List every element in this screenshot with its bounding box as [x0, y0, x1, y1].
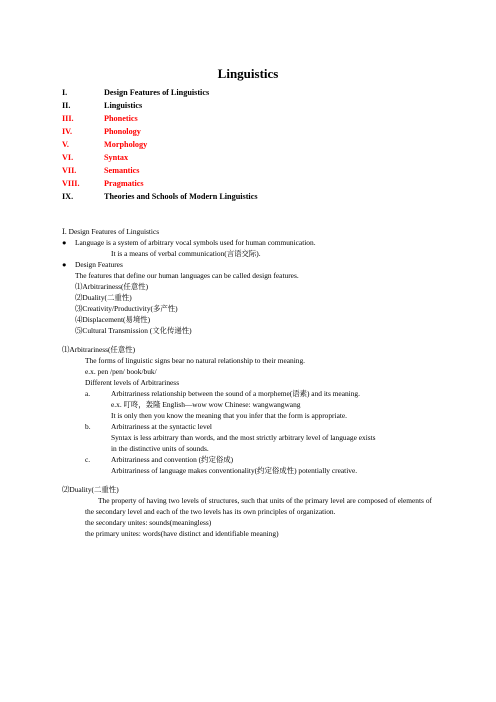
toc-number: I. — [62, 88, 68, 97]
toc-number: VII. — [62, 166, 77, 175]
toc-label: Linguistics — [104, 101, 143, 110]
paragraph-line: the secondary unites: sounds(meaningless) — [85, 518, 212, 527]
bullet-item — [62, 259, 432, 270]
bullet-text: Design Features — [75, 260, 123, 269]
bullet-subtext: It is a means of verbal communication(言语交际). — [111, 249, 261, 258]
toc-number: II. — [62, 101, 71, 110]
bullet-item — [62, 237, 432, 248]
list-text: Arbitrariness relationship between the sound of a morpheme(语素) and its meaning. — [111, 389, 360, 398]
toc-label: Pragmatics — [104, 179, 144, 188]
feature-item: ⑵Duality(二重性) — [75, 293, 132, 302]
toc-number: VI. — [62, 153, 74, 162]
feature-item: ⑶Creativity/Productivity(多产性) — [75, 304, 178, 313]
feature-item: ⑸Cultural Transmission (文化传递性) — [75, 326, 192, 335]
toc-number: IV. — [62, 127, 73, 136]
toc-label: Theories and Schools of Modern Linguistics — [104, 192, 258, 201]
list-text: Arbitrariness at the syntactic level — [111, 422, 212, 431]
paragraph-line: e.x. 叮咚，轰隆 English—wow wow Chinese: wangwangwang — [111, 400, 301, 409]
paragraph-line: Arbitrariness of language makes conventionality(约定俗成性) potentially creative. — [111, 466, 358, 475]
section-heading: Ⅰ. Design Features of Linguistics — [62, 227, 160, 236]
paragraph-line: It is only then you know the meaning that you infer that the form is appropriate. — [111, 411, 348, 420]
paragraph-line: The forms of linguistic signs bear no natural relationship to their meaning. — [85, 356, 306, 365]
toc-label: Semantics — [104, 166, 140, 175]
feature-item: ⑷Displacement(易境性) — [75, 315, 151, 324]
bullet-icon: ● — [62, 260, 67, 269]
list-marker: c. — [85, 455, 91, 464]
bullet-text: Language is a system of arbitrary vocal symbols used for human communication. — [75, 238, 316, 247]
toc-label: Phonology — [104, 127, 141, 136]
features-intro: The features that define our human languages can be called design features. — [75, 271, 299, 280]
toc-label: Phonetics — [104, 114, 138, 123]
list-text: Arbitrariness and convention (约定俗成) — [111, 455, 234, 464]
list-item — [62, 454, 432, 465]
toc-label: Morphology — [104, 140, 148, 149]
list-marker: a. — [85, 389, 91, 398]
bullet-icon: ● — [62, 238, 67, 247]
paragraph: The property of having two levels of structures, such that units of the primary level are composed of elements of the secondary level and each of the two levels has its own principles of organization. — [85, 496, 432, 516]
paragraph-line: e.x. pen /pen/ book/buk/ — [85, 367, 157, 376]
toc-number: V. — [62, 140, 69, 149]
document-body — [62, 226, 432, 539]
toc-number: IX. — [62, 192, 74, 201]
toc-label: Design Features of Linguistics — [104, 88, 210, 97]
subsection-heading: ⑴Arbitrariness(任意性) — [62, 345, 136, 354]
toc-label: Syntax — [104, 153, 129, 162]
paragraph-line: Syntax is less arbitrary than words, and the most strictly arbitrary level of language exists — [111, 433, 376, 442]
page-title: Linguistics — [217, 66, 279, 81]
paragraph-line: in the distinctive units of sounds. — [111, 444, 209, 453]
feature-item: ⑴Arbitrariness(任意性) — [75, 282, 149, 291]
paragraph-line: the primary unites: words(have distinct and identifiable meaning) — [85, 529, 279, 538]
list-item — [62, 388, 432, 399]
subsection-heading: ⑵Duality(二重性) — [62, 485, 119, 494]
list-item — [62, 421, 432, 432]
list-marker: b. — [85, 422, 91, 431]
toc-number: III. — [62, 114, 74, 123]
paragraph-line: Different levels of Arbitrariness — [85, 378, 180, 387]
toc-number: VIII. — [62, 179, 80, 188]
